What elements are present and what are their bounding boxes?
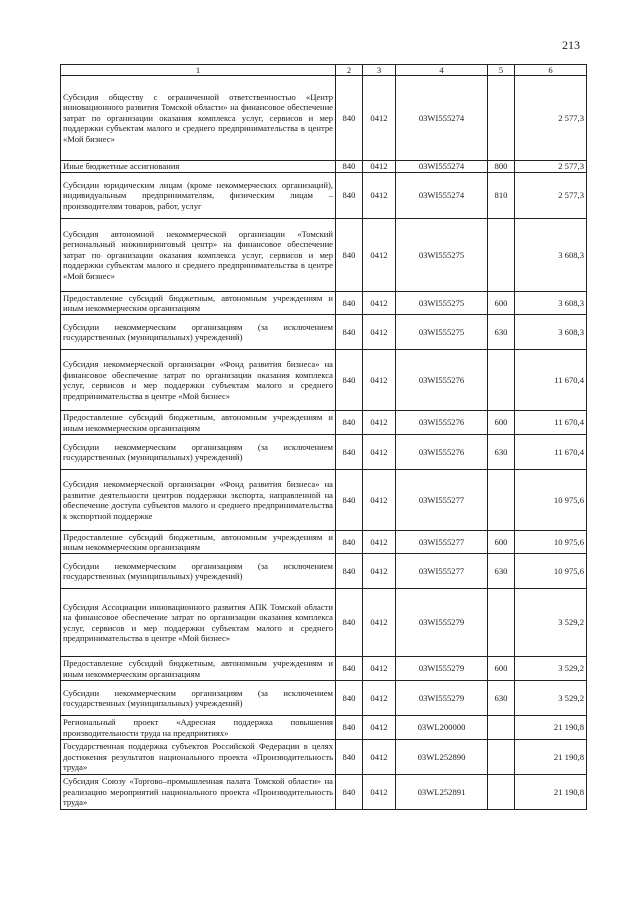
cell-name: Субсидии некоммерческим организациям (за исключением государственных (муниципальных) учреждений) — [61, 315, 336, 350]
cell-target-article: 03WI555279 — [396, 681, 488, 716]
cell-grbs: 840 — [336, 589, 363, 657]
table-row — [61, 531, 587, 554]
table-row — [61, 775, 587, 810]
cell-name: Субсидия некоммерческой организации «Фонд развития бизнеса» на финансовое обеспечение затрат по организации оказания комплекса услуг, сервисов и мер поддержки субъектам малого и среднего предпринимательства в центре «Мой бизнес» — [61, 350, 336, 411]
table-row — [61, 219, 587, 292]
cell-grbs: 840 — [336, 315, 363, 350]
table-row — [61, 315, 587, 350]
cell-grbs: 840 — [336, 775, 363, 810]
cell-amount: 3 608,3 — [515, 292, 587, 315]
cell-name: Предоставление субсидий бюджетным, автономным учреждениям и иным некоммерческим организациям — [61, 531, 336, 554]
cell-expense-type — [488, 350, 515, 411]
cell-grbs: 840 — [336, 657, 363, 681]
table-row — [61, 292, 587, 315]
cell-target-article: 03WL252891 — [396, 775, 488, 810]
cell-grbs: 840 — [336, 740, 363, 775]
cell-name: Субсидия некоммерческой организации «Фонд развития бизнеса» на развитие деятельности центров поддержки экспорта, направленной на обеспечение доступа субъектов малого и среднего предпринимательства к экспортной поддержке — [61, 470, 336, 531]
cell-amount: 10 975,6 — [515, 531, 587, 554]
cell-grbs: 840 — [336, 554, 363, 589]
cell-name: Субсидии юридическим лицам (кроме некоммерческих организаций), индивидуальным предпринимателям, физическим лицам – производителям товаров, работ, услуг — [61, 173, 336, 219]
cell-target-article: 03WL252890 — [396, 740, 488, 775]
page-number: 213 — [562, 38, 580, 52]
cell-section: 0412 — [363, 775, 396, 810]
column-header-amount: 6 — [515, 65, 587, 76]
cell-expense-type — [488, 219, 515, 292]
cell-target-article: 03WI555275 — [396, 219, 488, 292]
cell-target-article: 03WI555274 — [396, 173, 488, 219]
cell-section: 0412 — [363, 411, 396, 435]
cell-name: Предоставление субсидий бюджетным, автономным учреждениям и иным некоммерческим организациям — [61, 411, 336, 435]
cell-amount: 3 608,3 — [515, 219, 587, 292]
table-row — [61, 76, 587, 161]
cell-grbs: 840 — [336, 350, 363, 411]
table-row — [61, 161, 587, 173]
cell-section: 0412 — [363, 292, 396, 315]
cell-amount: 11 670,4 — [515, 435, 587, 470]
cell-amount: 11 670,4 — [515, 350, 587, 411]
cell-amount: 2 577,3 — [515, 173, 587, 219]
cell-section: 0412 — [363, 435, 396, 470]
cell-expense-type — [488, 740, 515, 775]
cell-target-article: 03WI555279 — [396, 657, 488, 681]
table-row — [61, 681, 587, 716]
cell-target-article: 03WI555277 — [396, 554, 488, 589]
cell-amount: 3 529,2 — [515, 657, 587, 681]
cell-section: 0412 — [363, 716, 396, 740]
cell-section: 0412 — [363, 350, 396, 411]
cell-section: 0412 — [363, 740, 396, 775]
cell-name: Субсидия автономной некоммерческой организации «Томский региональный инжиниринговый центр» на финансовое обеспечение затрат по организации оказания комплекса услуг, сервисов и мер поддержки субъектам малого и среднего предпринимательства в центре «Мой бизнес» — [61, 219, 336, 292]
column-header-expense-type: 5 — [488, 65, 515, 76]
cell-name: Государственная поддержка субъектов Российской Федерации в целях достижения результатов национального проекта «Производительность труда» — [61, 740, 336, 775]
table-row — [61, 435, 587, 470]
cell-grbs: 840 — [336, 681, 363, 716]
cell-expense-type: 600 — [488, 657, 515, 681]
cell-name: Субсидия Союзу «Торгово–промышленная палата Томской области» на реализацию мероприятий национального проекта «Производительность труда» — [61, 775, 336, 810]
cell-amount: 2 577,3 — [515, 76, 587, 161]
cell-section: 0412 — [363, 315, 396, 350]
table-row — [61, 411, 587, 435]
cell-amount: 10 975,6 — [515, 470, 587, 531]
cell-amount: 11 670,4 — [515, 411, 587, 435]
cell-amount: 21 190,8 — [515, 775, 587, 810]
cell-grbs: 840 — [336, 435, 363, 470]
cell-expense-type: 630 — [488, 435, 515, 470]
cell-target-article: 03WL200000 — [396, 716, 488, 740]
cell-amount: 21 190,8 — [515, 740, 587, 775]
cell-target-article: 03WI555276 — [396, 411, 488, 435]
cell-target-article: 03WI555275 — [396, 292, 488, 315]
cell-grbs: 840 — [336, 470, 363, 531]
cell-grbs: 840 — [336, 292, 363, 315]
table-row — [61, 657, 587, 681]
cell-grbs: 840 — [336, 161, 363, 173]
cell-expense-type — [488, 775, 515, 810]
cell-section: 0412 — [363, 173, 396, 219]
cell-section: 0412 — [363, 657, 396, 681]
cell-expense-type: 600 — [488, 292, 515, 315]
cell-expense-type — [488, 589, 515, 657]
column-header-target-article: 4 — [396, 65, 488, 76]
cell-amount: 3 529,2 — [515, 589, 587, 657]
table-row — [61, 470, 587, 531]
table-row — [61, 554, 587, 589]
cell-grbs: 840 — [336, 411, 363, 435]
cell-amount: 2 577,3 — [515, 161, 587, 173]
cell-section: 0412 — [363, 681, 396, 716]
cell-name: Региональный проект «Адресная поддержка повышения производительности труда на предприятиях» — [61, 716, 336, 740]
cell-target-article: 03WI555277 — [396, 531, 488, 554]
cell-grbs: 840 — [336, 716, 363, 740]
cell-name: Предоставление субсидий бюджетным, автономным учреждениям и иным некоммерческим организациям — [61, 292, 336, 315]
cell-section: 0412 — [363, 531, 396, 554]
cell-amount: 3 608,3 — [515, 315, 587, 350]
cell-section: 0412 — [363, 219, 396, 292]
cell-target-article: 03WI555279 — [396, 589, 488, 657]
cell-target-article: 03WI555276 — [396, 350, 488, 411]
cell-target-article: 03WI555275 — [396, 315, 488, 350]
cell-expense-type — [488, 76, 515, 161]
cell-grbs: 840 — [336, 219, 363, 292]
cell-name: Субсидии некоммерческим организациям (за исключением государственных (муниципальных) учреждений) — [61, 554, 336, 589]
table-row — [61, 740, 587, 775]
cell-target-article: 03WI555277 — [396, 470, 488, 531]
column-header-grbs: 2 — [336, 65, 363, 76]
cell-name: Субсидия Ассоциации инновационного развития АПК Томской области на финансовое обеспечение затрат по организации оказания комплекса услуг, сервисов и мер поддержки субъектам малого и среднего предпринимательства в центре «Мой бизнес» — [61, 589, 336, 657]
cell-grbs: 840 — [336, 531, 363, 554]
cell-target-article: 03WI555274 — [396, 76, 488, 161]
cell-expense-type: 630 — [488, 315, 515, 350]
table-row — [61, 350, 587, 411]
cell-name: Предоставление субсидий бюджетным, автономным учреждениям и иным некоммерческим организациям — [61, 657, 336, 681]
cell-expense-type: 600 — [488, 411, 515, 435]
cell-name: Иные бюджетные ассигнования — [61, 161, 336, 173]
cell-grbs: 840 — [336, 76, 363, 161]
table-row — [61, 173, 587, 219]
cell-section: 0412 — [363, 470, 396, 531]
table-row — [61, 716, 587, 740]
cell-expense-type: 600 — [488, 531, 515, 554]
cell-expense-type: 630 — [488, 554, 515, 589]
cell-name: Субсидии некоммерческим организациям (за исключением государственных (муниципальных) учреждений) — [61, 435, 336, 470]
budget-table — [60, 64, 587, 810]
cell-name: Субсидии некоммерческим организациям (за исключением государственных (муниципальных) учреждений) — [61, 681, 336, 716]
cell-section: 0412 — [363, 76, 396, 161]
cell-target-article: 03WI555274 — [396, 161, 488, 173]
cell-grbs: 840 — [336, 173, 363, 219]
cell-name: Субсидия обществу с ограниченной ответственностью «Центр инновационного развития Томской области» на финансовое обеспечение затрат по организации оказания комплекса услуг, сервисов и мер поддержки субъектам малого и среднего предпринимательства в центре «Мой бизнес» — [61, 76, 336, 161]
cell-section: 0412 — [363, 161, 396, 173]
table-row — [61, 589, 587, 657]
cell-amount: 10 975,6 — [515, 554, 587, 589]
cell-amount: 21 190,8 — [515, 716, 587, 740]
cell-expense-type — [488, 470, 515, 531]
cell-section: 0412 — [363, 554, 396, 589]
cell-target-article: 03WI555276 — [396, 435, 488, 470]
column-header-name: 1 — [61, 65, 336, 76]
cell-expense-type — [488, 716, 515, 740]
table-header-row — [61, 65, 587, 76]
cell-expense-type: 800 — [488, 161, 515, 173]
cell-expense-type: 630 — [488, 681, 515, 716]
cell-expense-type: 810 — [488, 173, 515, 219]
column-header-section: 3 — [363, 65, 396, 76]
cell-section: 0412 — [363, 589, 396, 657]
cell-amount: 3 529,2 — [515, 681, 587, 716]
